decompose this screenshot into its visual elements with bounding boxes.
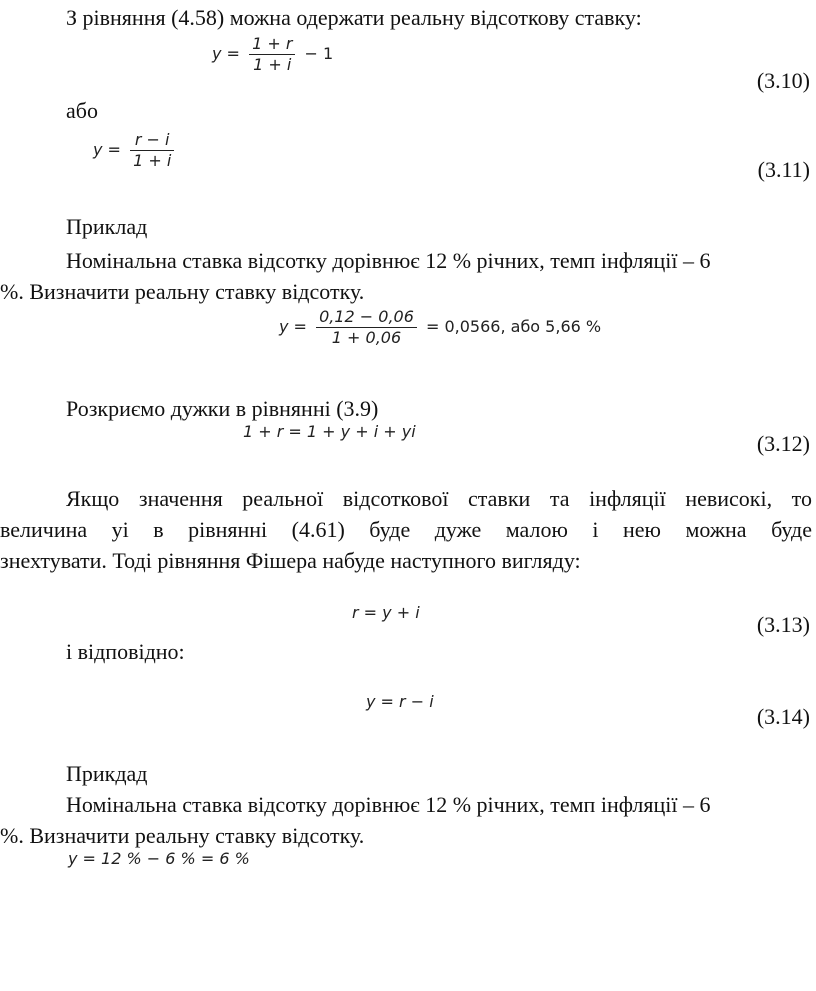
eq-3-10-denominator: 1 + i xyxy=(253,55,292,74)
equation-3-13: r = y + i xyxy=(352,603,420,622)
equation-number-3-14: (3.14) xyxy=(756,704,810,729)
example1-calculation xyxy=(279,307,601,348)
eq-3-11-lhs: y = xyxy=(93,140,121,159)
eq-3-10-fraction xyxy=(249,34,295,75)
paragraph-line2: величина yi в рівнянні (4.61) буде дуже малою і нею можна буде xyxy=(0,517,812,542)
equation-number-3-10: (3.10) xyxy=(756,68,810,93)
intro-line: З рівняння (4.58) можна одержати реальну відсоткову ставку: xyxy=(66,5,642,30)
or-word: або xyxy=(66,98,98,123)
example1-calc-numerator: 0,12 − 0,06 xyxy=(316,307,417,328)
eq-3-11-denominator: 1 + i xyxy=(133,151,172,170)
equation-3-12: 1 + r = 1 + y + i + yi xyxy=(243,422,416,441)
example1-calc-result: = 0,0566, або 5,66 % xyxy=(425,317,602,336)
example1-calc-denominator: 1 + 0,06 xyxy=(331,328,402,347)
paragraph-line3: знехтувати. Тоді рівняння Фішера набуде наступного вигляду: xyxy=(0,548,581,573)
respectively-line: і відповідно: xyxy=(66,639,185,664)
example1-text-line1: Номінальна ставка відсотку дорівнює 12 % річних, темп інфляції – 6 xyxy=(66,248,711,273)
equation-3-14: y = r − i xyxy=(366,692,434,711)
equation-3-10 xyxy=(212,34,333,75)
example1-text-line2: %. Визначити реальну ставку відсотку. xyxy=(0,279,365,304)
equation-number-3-12: (3.12) xyxy=(756,431,810,456)
eq-3-10-tail: − 1 xyxy=(304,44,334,63)
example1-calc-lhs: y = xyxy=(279,317,307,336)
equation-number-3-13: (3.13) xyxy=(756,612,810,637)
example1-title: Приклад xyxy=(66,214,148,239)
example2-calculation: y = 12 % − 6 % = 6 % xyxy=(68,849,250,868)
eq-3-10-lhs: y = xyxy=(212,44,240,63)
equation-3-11 xyxy=(93,130,178,171)
paragraph-line1: Якщо значення реальної відсоткової ставки та інфляції невисокі, то xyxy=(66,486,812,511)
eq-3-10-numerator: 1 + r xyxy=(249,34,295,55)
eq-3-11-fraction xyxy=(130,130,174,171)
equation-number-3-11: (3.11) xyxy=(757,157,810,182)
example2-text-line2: %. Визначити реальну ставку відсотку. xyxy=(0,823,365,848)
example1-calc-fraction xyxy=(316,307,417,348)
example2-title: Прикдад xyxy=(66,761,148,786)
example2-text-line1: Номінальна ставка відсотку дорівнює 12 % річних, темп інфляції – 6 xyxy=(66,792,711,817)
open-brackets-line: Розкриємо дужки в рівнянні (3.9) xyxy=(66,396,379,421)
eq-3-11-numerator: r − i xyxy=(130,130,174,151)
